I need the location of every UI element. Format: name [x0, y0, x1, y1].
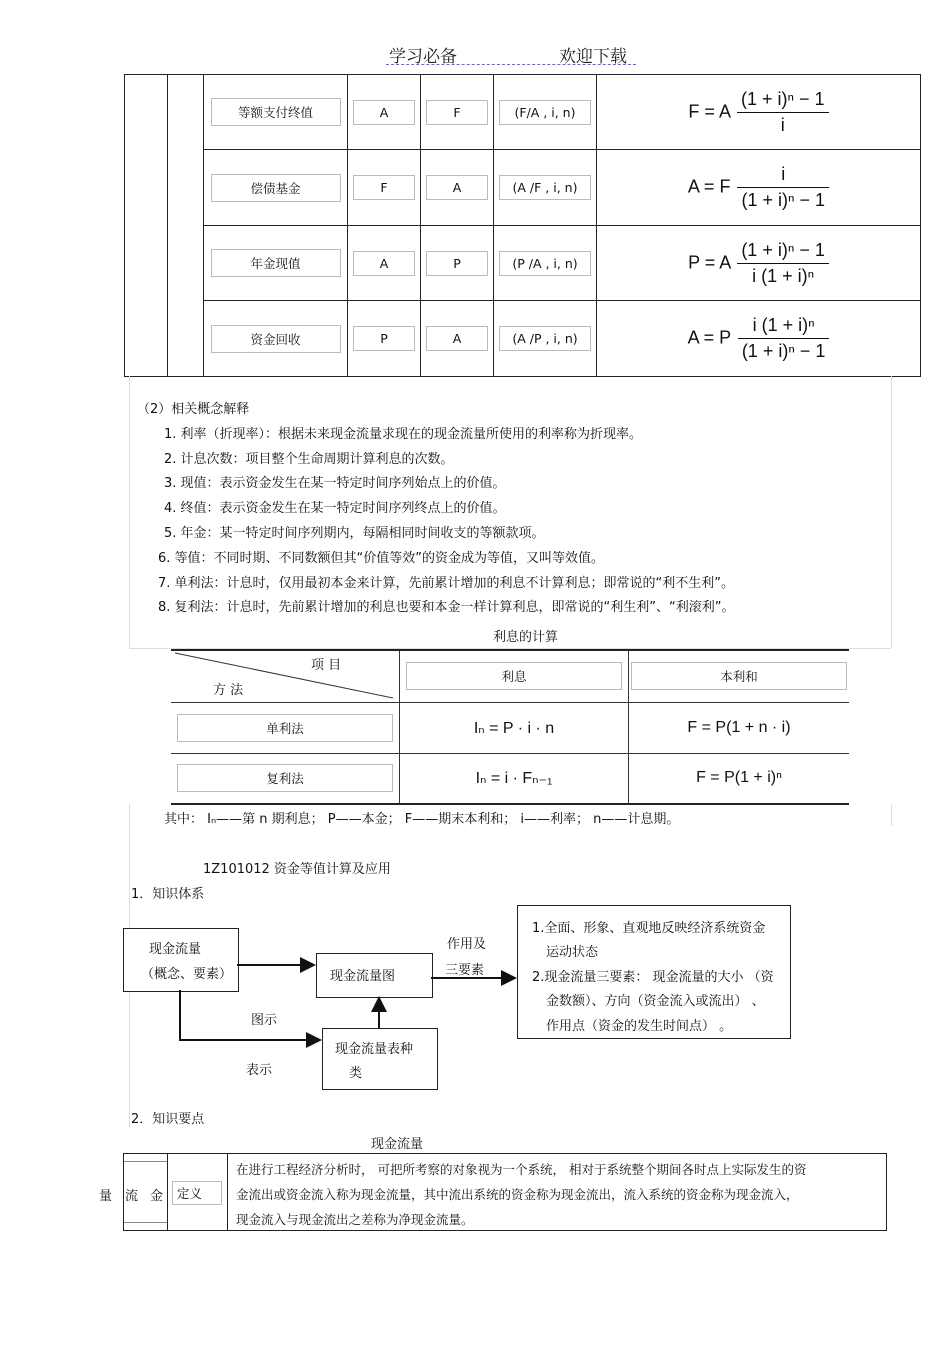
find-value: P — [426, 251, 488, 276]
definition-label: 定义 — [172, 1181, 222, 1205]
info-text: 作用点（资金的发生时间点） 。 — [546, 1019, 733, 1034]
factor-notation: (F/A , i, n) — [499, 100, 591, 125]
arrow-to-types — [180, 990, 320, 1040]
find-value: A — [426, 175, 488, 200]
row-line — [124, 1222, 167, 1223]
concept-item: 3. 现值：表示资金发生在某一特定时间序列始点上的价值。 — [164, 476, 506, 492]
cashflow-table — [123, 1153, 887, 1231]
cashflow-caption: 现金流量 — [371, 1137, 424, 1152]
definition-text: 现金流入与现金流出之差称为净现金流量。 — [236, 1212, 474, 1227]
box-text: 现金流量图 — [330, 969, 396, 984]
formula-lhs: F = A — [688, 100, 730, 121]
interest-table-caption: 利息的计算 — [493, 630, 559, 645]
formula-lhs: A = P — [687, 327, 731, 348]
concept-item: 7. 单利法：计息时，仅用最初本金来计算，先前累计增加的利息不计算利息；即常说的“利不生利”。 — [158, 575, 735, 591]
col-line — [227, 1154, 228, 1230]
knowledge-system-heading: 1．知识体系 — [131, 887, 205, 902]
known-value: P — [353, 326, 415, 351]
known-value: A — [353, 100, 415, 125]
definition-text: 在进行工程经济分析时， 可把所考察的对象视为一个系统， 相对于系统整个期间各时点上实际发生的资 — [236, 1162, 807, 1177]
side-char: 金 — [150, 1189, 164, 1204]
concepts-heading: （2）相关概念解释 — [137, 402, 250, 417]
box-text: 类 — [349, 1066, 363, 1081]
concept-item: 1. 利率（折现率）：根据未来现金流量求现在的现金流量所使用的利率称为折现率。 — [164, 426, 643, 442]
formula-denominator: i — [780, 114, 785, 135]
corner-bottom-label: 方 法 — [213, 683, 244, 698]
info-text: 金数额）、方向（资金流入或流出） 、 — [546, 994, 765, 1009]
method-label: 单利法 — [177, 714, 393, 742]
known-value: A — [353, 251, 415, 276]
formula-numerator: (1 + i)ⁿ − 1 — [737, 240, 829, 264]
side-char: 量 — [99, 1189, 113, 1204]
header-left-text: 学习必备 — [389, 47, 457, 67]
side-char: 流 — [125, 1189, 139, 1204]
row-line — [124, 1161, 167, 1162]
concept-item: 2. 计息次数：项目整个生命周期计算利息的次数。 — [164, 451, 454, 467]
box-text: （概念、要素） — [141, 967, 233, 982]
find-value: A — [426, 326, 488, 351]
concept-item: 6. 等值：不同时期、不同数额但其“价值等效”的资金成为等值，又叫等效值。 — [158, 550, 605, 566]
formula-numerator: i — [737, 164, 829, 188]
concept-item: 5. 年金：某一特定时间序列期内，每隔相同时间收支的等额款项。 — [164, 525, 545, 541]
section-code-title: 1Z101012 资金等值计算及应用 — [203, 862, 391, 877]
box-text: 现金流量表种 — [335, 1042, 414, 1057]
total-formula: F = P(1 + i)ⁿ — [629, 753, 850, 804]
interest-formula: Iₙ = P · i · n — [400, 702, 629, 753]
total-formula: F = P(1 + n · i) — [629, 702, 850, 753]
formula-name: 等额支付终值 — [211, 98, 341, 126]
formula-denominator: i (1 + i)ⁿ — [752, 265, 815, 286]
col-line — [167, 1154, 168, 1230]
definition-text: 金流出或资金流入称为现金流量，其中流出系统的资金称为现金流出，流入系统的资金称为现金流入， — [236, 1187, 799, 1202]
factor-notation: (A /F , i, n) — [499, 175, 591, 200]
formula-lhs: P = A — [688, 251, 731, 272]
box-text: 现金流量 — [149, 942, 202, 957]
represent-label: 表示 — [246, 1063, 273, 1078]
concept-item: 4. 终值：表示资金发生在某一特定时间序列终点上的价值。 — [164, 501, 506, 517]
formula-numerator: (1 + i)ⁿ − 1 — [737, 89, 829, 113]
interest-formula: Iₙ = i · Fₙ₋₁ — [400, 753, 629, 804]
formula-denominator: (1 + i)ⁿ − 1 — [741, 341, 826, 361]
formula-denominator: (1 + i)ⁿ − 1 — [741, 190, 826, 210]
info-text: 2.现金流量三要素： 现金流量的大小 （资 — [532, 970, 774, 985]
header-total: 本利和 — [631, 662, 847, 690]
role-label: 作用及 — [447, 937, 487, 952]
header-right-text: 欢迎下载 — [559, 47, 627, 67]
known-value: F — [353, 175, 415, 200]
formula-name: 资金回收 — [211, 325, 341, 353]
concept-item: 8. 复利法：计息时，先前累计增加的利息也要和本金一样计算利息，即常说的“利生利”、“利滚利”。 — [158, 600, 735, 616]
method-label: 复利法 — [177, 764, 393, 792]
info-text: 运动状态 — [546, 945, 599, 960]
formula-name: 偿债基金 — [211, 174, 341, 202]
header-interest: 利息 — [406, 662, 622, 690]
role-label: 三要素 — [445, 963, 485, 978]
formula-name: 年金现值 — [211, 249, 341, 277]
factor-notation: (P /A , i, n) — [499, 251, 591, 276]
find-value: F — [426, 100, 488, 125]
info-text: 1.全面、形象、直观地反映经济系统资金 — [532, 921, 766, 936]
variables-note: 其中： Iₙ——第 n 期利息； P——本金； F——期末本利和； i——利率； n——计息期。 — [164, 812, 680, 827]
diagram-label: 图示 — [251, 1013, 278, 1028]
corner-top-label: 项 目 — [311, 658, 342, 673]
formula-numerator: i (1 + i)ⁿ — [738, 315, 830, 339]
factor-notation: (A /P , i, n) — [499, 326, 591, 351]
formula-lhs: A = F — [687, 176, 731, 197]
knowledge-points-heading: 2．知识要点 — [131, 1112, 205, 1127]
